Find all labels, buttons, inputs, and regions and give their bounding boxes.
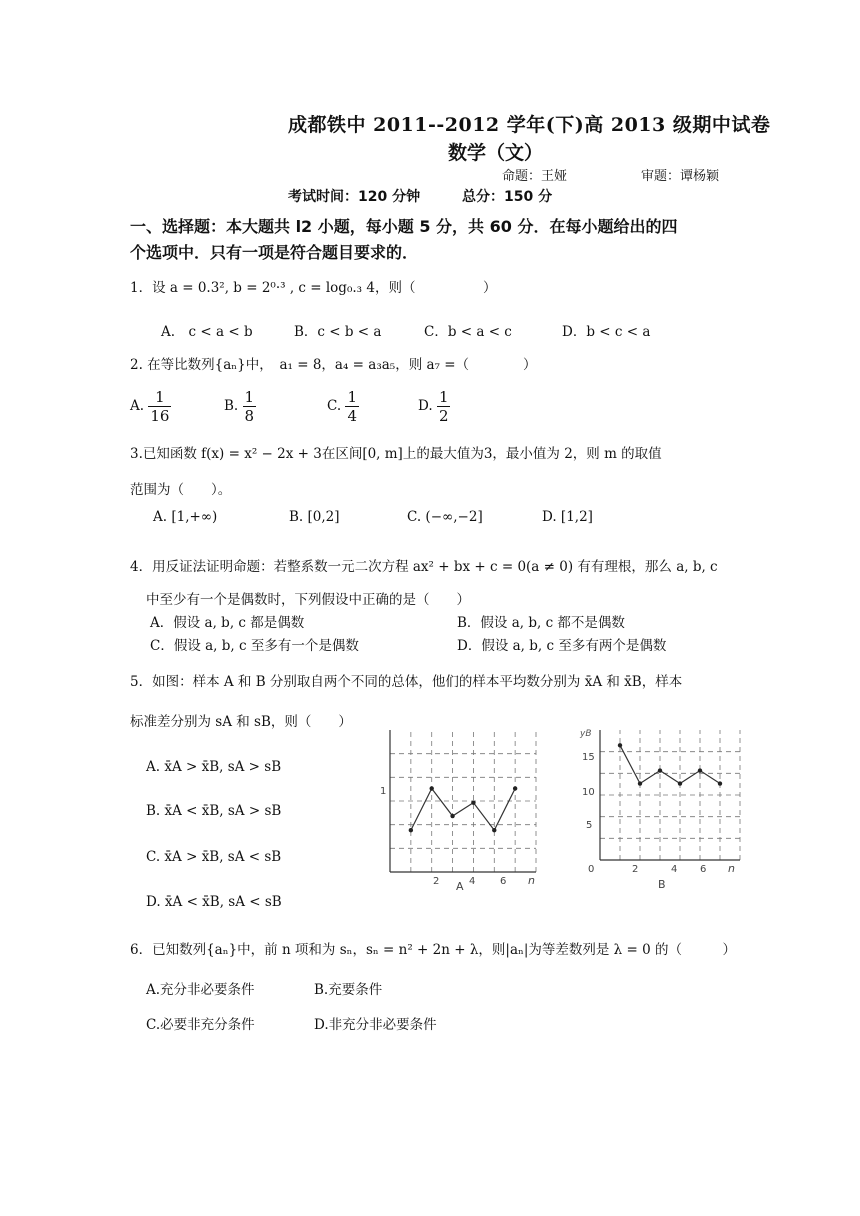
q2-option-d — [418, 388, 450, 425]
q2-a-fraction — [148, 388, 171, 425]
chartA-point — [492, 828, 496, 832]
q3-option-c: C. (−∞,−2] — [407, 509, 483, 525]
chartB-point — [698, 768, 702, 772]
chartB-point — [638, 781, 642, 785]
q2-c-num: 1 — [347, 388, 357, 406]
q2-b-fraction — [243, 388, 257, 425]
chart-b-xtick-2: 2 — [632, 864, 639, 875]
chart-b-grid — [600, 730, 740, 860]
q2-a-den: 16 — [150, 407, 170, 425]
chart-b-ytick-5: 5 — [586, 820, 593, 831]
chartB-point — [678, 781, 682, 785]
chartB-point — [658, 768, 662, 772]
total-score: 总分：150 分 — [462, 189, 553, 205]
q6-option-c: C.必要非充分条件 — [146, 1017, 255, 1033]
section-heading-line2: 个选项中．只有一项是符合题目要求的． — [130, 243, 419, 262]
chart-b-xaxis-label: n — [728, 862, 735, 875]
q5-stem2: 标准差分别为 sA 和 sB，则（ ） — [130, 714, 352, 730]
chartA-point — [471, 800, 475, 804]
chartB-point — [718, 781, 722, 785]
q3-stem: 3.已知函数 f(x) = x² − 2x + 3在区间[0, m]上的最大值为3，最小值为 2，则 m 的取值 — [130, 446, 662, 462]
q5-option-c: C. x̄A > x̄B, sA < sB — [146, 849, 282, 865]
subject-title: 数学（文） — [448, 142, 544, 164]
chart-a-xtick-4: 4 — [469, 876, 476, 887]
q3-option-d: D. [1,2] — [542, 509, 593, 525]
q2-d-fraction — [437, 388, 451, 425]
chart-b-yaxis-label: yB — [580, 729, 592, 739]
chart-b-series-line — [620, 745, 720, 783]
q1-option-a: A. c < a < b — [161, 324, 253, 340]
exam-title: 成都铁中 2011--2012 学年(下)高 2013 级期中试卷 — [288, 114, 771, 136]
q4-stem2: 中至少有一个是偶数时，下列假设中正确的是（ ） — [146, 592, 470, 608]
q2-a-label: A. — [130, 398, 145, 414]
q2-option-a — [130, 388, 171, 425]
q6-option-b: B.充要条件 — [314, 982, 383, 998]
chart-a — [376, 722, 546, 892]
q4-option-c: C．假设 a, b, c 至多有一个是偶数 — [150, 638, 359, 654]
chart-b-xtick-6: 6 — [700, 864, 707, 875]
q1-option-c: C．b < a < c — [424, 324, 512, 340]
chartB-point — [618, 743, 622, 747]
chart-a-label: A — [456, 880, 464, 892]
q2-b-label: B. — [224, 398, 239, 414]
chartA-point — [430, 786, 434, 790]
chart-a-xtick-2: 2 — [433, 876, 440, 887]
chart-b-points — [618, 743, 722, 786]
q2-d-den: 2 — [438, 407, 449, 425]
q5-option-a: A. x̄A > x̄B, sA > sB — [146, 759, 282, 775]
q2-a-num: 1 — [148, 388, 171, 407]
q2-c-label: C. — [327, 398, 342, 414]
q5-stem: 5．如图：样本 A 和 B 分别取自两个不同的总体，他们的样本平均数分别为 x̄A 和 x̄B，样本 — [130, 674, 683, 690]
chart-a-series-line — [411, 788, 515, 830]
q2-b-num: 1 — [244, 388, 255, 406]
chartA-point — [513, 786, 517, 790]
q6-stem: 6．已知数列{aₙ}中，前 n 项和为 sₙ，sₙ = n² + 2n + λ，则|aₙ|为等差数列是 λ = 0 的（ ） — [130, 942, 736, 958]
section-heading-line1: 一、选择题：本大题共 l2 小题，每小题 5 分，共 60 分．在每小题给出的四 — [130, 217, 678, 236]
q4-option-b: B．假设 a, b, c 都不是偶数 — [457, 615, 625, 631]
q6-option-a: A.充分非必要条件 — [146, 982, 255, 998]
q2-c-den: 4 — [347, 407, 357, 425]
exam-time: 考试时间：120 分钟 — [288, 189, 421, 205]
q2-d-num: 1 — [438, 388, 449, 406]
chart-a-ytick: 1 — [380, 786, 387, 797]
chartA-point — [450, 814, 454, 818]
chart-a-xaxis-label: n — [528, 874, 535, 887]
q2-b-den: 8 — [244, 407, 255, 425]
chart-b-origin: 0 — [588, 864, 595, 875]
reviewer: 审题：谭杨颖 — [641, 169, 720, 184]
q1-stem: 1．设 a = 0.3², b = 2⁰·³ , c = log₀.₃ 4，则（ ） — [130, 280, 497, 296]
q3-option-b: B. [0,2] — [289, 509, 340, 525]
q2-stem: 2. 在等比数列{aₙ}中， a₁ = 8，a₄ = a₃a₅，则 a₇ =（ ） — [130, 357, 537, 373]
q1-option-b: B．c < b < a — [294, 324, 382, 340]
q5-option-b: B. x̄A < x̄B, sA > sB — [146, 803, 282, 819]
chart-b-xtick-4: 4 — [671, 864, 678, 875]
q2-c-fraction — [345, 388, 359, 425]
q3-option-a: A. [1,+∞) — [153, 509, 218, 525]
q4-option-d: D．假设 a, b, c 至多有两个是偶数 — [457, 638, 667, 654]
q2-option-b — [224, 388, 256, 425]
chart-a-xtick-6: 6 — [500, 876, 507, 887]
chartA-point — [409, 828, 413, 832]
q5-option-d: D. x̄A < x̄B, sA < sB — [146, 894, 282, 910]
q2-option-c — [327, 388, 359, 425]
q4-option-a: A．假设 a, b, c 都是偶数 — [150, 615, 305, 631]
q3-stem2: 范围为（ ）。 — [130, 482, 232, 498]
chart-b-label: B — [658, 878, 666, 891]
chart-b — [578, 722, 748, 892]
chart-b-ytick-15: 15 — [582, 752, 595, 763]
chart-a-grid — [390, 730, 536, 872]
q4-stem: 4．用反证法证明命题：若整系数一元二次方程 ax² + bx + c = 0(a ≠ 0) 有有理根，那么 a, b, c — [130, 559, 718, 575]
q2-d-label: D. — [418, 398, 433, 414]
q6-option-d: D.非充分非必要条件 — [314, 1017, 437, 1033]
chart-b-ytick-10: 10 — [582, 787, 595, 798]
q1-option-d: D．b < c < a — [562, 324, 651, 340]
author: 命题：王娅 — [502, 169, 568, 184]
